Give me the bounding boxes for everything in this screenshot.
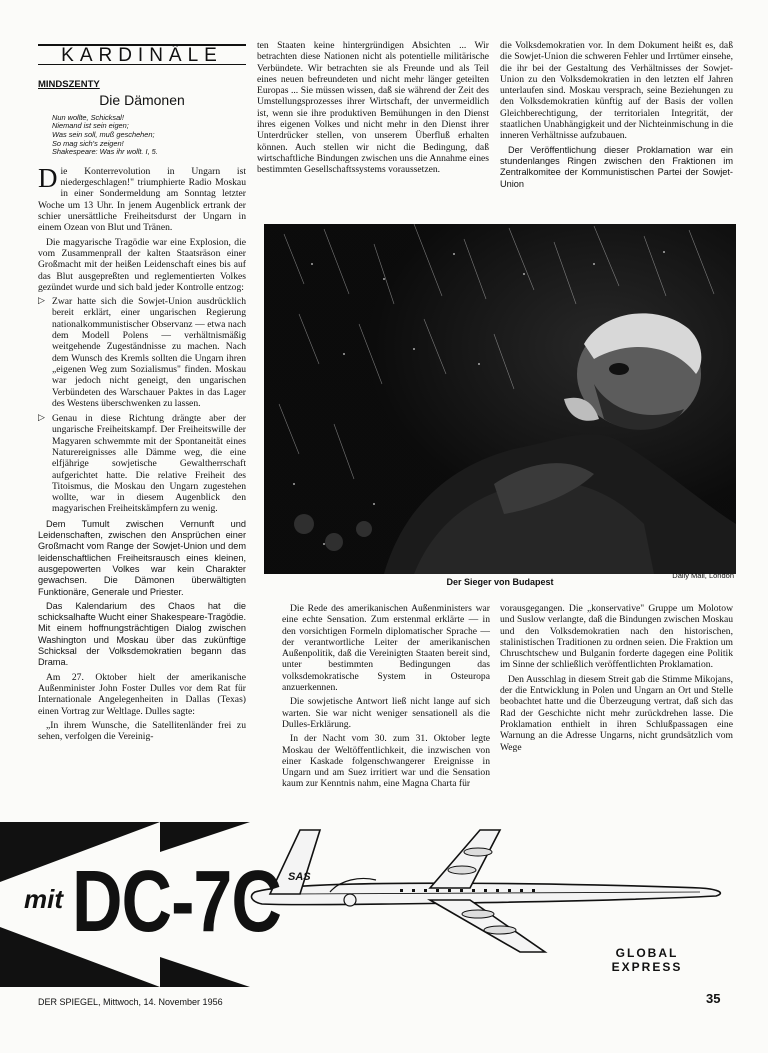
paragraph: Dem Tumult zwischen Vernunft und Leidenschaften, zwischen den Ansprüchen einer Großmacht vom Range der Sowjet-Union und dem leidenschaftlichen Freiheitsrausch eines kleinen, ausgepowerten Volkes war kein Charakter gewachsen. Die Dämonen überwältigten Funktionäre, Generale und Priester. [38,518,246,597]
paragraph: Die Rede des amerikanischen Außenministers war eine echte Sensation. Zum erstenmal erklärte — in den vorsichtigen Formeln diplomatischer Sprache — der verantwortliche Leiter der amerikanischen Außenpolitik, daß die Vereinigten Staaten bereit sind, unter bestimmten Bedingungen das volksdemokratische System in Osteuropa anzuerkennen. [282,603,490,694]
drop-cap: D [38,162,58,193]
rubric: MINDSZENTY [38,79,100,91]
ad-slogan-line: GLOBAL [615,946,679,960]
paragraph: die Volksdemokratien vor. In dem Dokument heißt es, daß die Sowjet-Union die schweren Fehler und Irrtümer einsehe, die ihr bei der Gestaltung des Verhältnisses der Sowjet-Union zu den Volksdemokratien in den letzten elf Jahren unterlaufen sind. Moskau versprach, seine Beziehungen zu den Volksdemokratien künftig auf der Basis der vollen Gleichberechtigung, der territorialen Integrität, der staatlichen Unabhängigkeit und der Nichteinmischung in die inneren Verhältnisse aufzubauen. [500,40,733,142]
paragraph: Die Konterrevolution in Ungarn ist niedergeschlagen!" triumphierte Radio Moskau in einer Sondermeldung am Sonntag letzter Woche um 13 Uhr. In jenem Augenblick ertrank der schier unersättliche Freiheitsdurst der Ungarn in einem Ozean von Blut und Tränen. [38,162,246,234]
paragraph: „In ihrem Wunsche, die Satellitenländer frei zu sehen, verfolgen die Vereinig- [38,719,246,743]
footer-issue: DER SPIEGEL, Mittwoch, 14. November 1956 [38,997,223,1007]
bullet-paragraph: ▷ Zwar hatte sich die Sowjet-Union ausdrücklich bereit erklärt, einer ungarischen Regierung nationalkommunistischer Observanz — etwa nach dem Modell Polens — verhältnismäßig weitgehende Zugeständnisse zu machen. Nach dem Wunsch des Kremls sollten die Ungarn ihren „eigenen Weg zum Sozialismus" finden. Moskau war jedoch nicht geneigt, den ungarischen Verbündeten des Warschauer Paktes in das Lager des Westens überschwenken zu lassen. [38,296,246,409]
motto-line: Was sein soll, muß geschehen; [52,130,155,140]
paragraph: Das Kalendarium des Chaos hat die schicksalhafte Wucht einer Shakespeare-Tragödie. Mit einem hoffnungsträchtigen Dialog zwischen Washington und Moskau über das zukünftige Schicksal der Volksdemokratien begann das Drama. [38,600,246,668]
motto-line: So mag sich's zeigen! [52,138,124,148]
article-column-3 [500,40,733,193]
motto-line: Niemand ist sein eigen; [52,121,129,131]
page-number: 35 [706,991,721,1006]
paragraph: Der Veröffentlichung dieser Proklamation war ein stundenlanges Ringen zwischen den Fraktionen im Zentralkomitee der Kommunistischen Partei der Sowjet-Union [500,144,733,189]
image-credit: Daily Mail, London [672,571,734,580]
ad-mit-text: mit [24,884,63,914]
bullet-paragraph: ▷ Genau in diese Richtung drängte aber der ungarische Freiheitskampf. Der Freiheitswille der Magyaren schwemmte mit der Spontaneität eines Naturereignisses alle Dämme weg, die eine elfjährige sowjetische Gewaltherrschaft aufgerichtet hatte. Die relative Freiheit des Titoismus, die Moskau den Ungarn zugestehen wollte, war in diesem Augenblick den magyarischen Freiheitskämpfern zu wenig. [38,413,246,515]
image-caption: Der Sieger von Budapest [446,577,554,587]
article-headline: Die Dämonen [99,91,185,108]
section-title: KARDINÄLE [38,44,246,65]
triangle-bullet-icon: ▷ [38,296,45,307]
motto-source: Shakespeare: Was ihr wollt. I, 5. [52,147,158,157]
airline-logo: SAS [288,871,311,883]
paragraph: ten Staaten keine hintergründigen Absichten ... Wir betrachten diese Nationen nicht als potentielle militärische Verbündete. Wir betrachten sie als Freunde und als Teil eines neuen befreundeten und nicht mehr länger geteilten Europas ... Sie müssen wissen, daß sie während der Zeit des Umstellungsprozesses ihrer Wirtschaft, der unvermeidlich ist, wenn sie ihre produktiven Bemühungen in den Dienst ihres eigenen Volkes und nicht mehr in den Dienst ihrer Unterdrücker stellen, von unserem Überfluß erhalten können. Auch stellen wir nicht die Bedingung, daß wirtschaftliche Bindungen zwischen uns die Annahme eines bestimmten Gesellschaftssystems voraussetzen. [257,40,489,176]
paragraph: Am 27. Oktober hielt der amerikanische Außenminister John Foster Dulles vor dem Rat für Internationale Angelegenheiten in Dallas (Texas) einen Vortrag zur Weltlage. Dulles sagte: [38,671,246,717]
paragraph: Den Ausschlag in diesem Streit gab die Stimme Mikojans, der die Entwicklung in Polen und Ungarn an Ort und Stelle beobachtet hatte und die Überzeugung vertrat, daß sich das Rad der Geschichte nicht mehr zurückdrehen lasse. Die Proklamation enthielt in ihren Schlußpassagen eine Warnung an die Adresse Ungarns, nicht grundsätzlich vom Wege [500,673,733,753]
caricature-illustration [264,224,736,574]
ad-slogan [592,946,702,974]
article-column-1 [38,44,246,745]
paragraph: vorausgegangen. Die „konservative" Gruppe um Molotow und Suslow verlangte, daß die Bindungen zwischen Moskau und den Volksdemokratien nach den historischen, stalinistischen Traditionen zu ordnen seien. Die Fraktion um Chruschtschew und Bulganin forderte dagegen eine Politik im Sinne der schließlich veröffentlichten Proklamation. [500,603,733,671]
motto [38,114,246,157]
ad-model-text: DC-7C [72,852,281,950]
article-column-4 [282,603,490,793]
motto-line: Nun wollte, Schicksal! [52,112,124,122]
airplane-icon [251,830,720,952]
paragraph: Die magyarische Tragödie war eine Explosion, die vom Zusammenprall der kalten Staatsräson einer Großmacht mit der heißen Leidenschaft eines bis auf das Blut ausgepreßten und reglementierten Volkes gezündet wurde und sich bald jeder Kontrolle entzog: [38,236,246,293]
article-column-5 [500,603,733,756]
article-column-2 [257,40,489,179]
paragraph: In der Nacht vom 30. zum 31. Oktober legte Moskau der Weltöffentlichkeit, die inzwischen von einer Kaskade folgenschwangerer Ereignisse in Ungarn und am Suez irritiert war und die Sensation kaum zur Kenntnis nahm, eine Magna Charta für [282,733,490,790]
ad-slogan-line: EXPRESS [611,960,683,974]
paragraph: Die sowjetische Antwort ließ nicht lange auf sich warten. Sie war nicht weniger sensationell als die Dulles-Erklärung. [282,696,490,730]
triangle-bullet-icon: ▷ [38,413,45,424]
